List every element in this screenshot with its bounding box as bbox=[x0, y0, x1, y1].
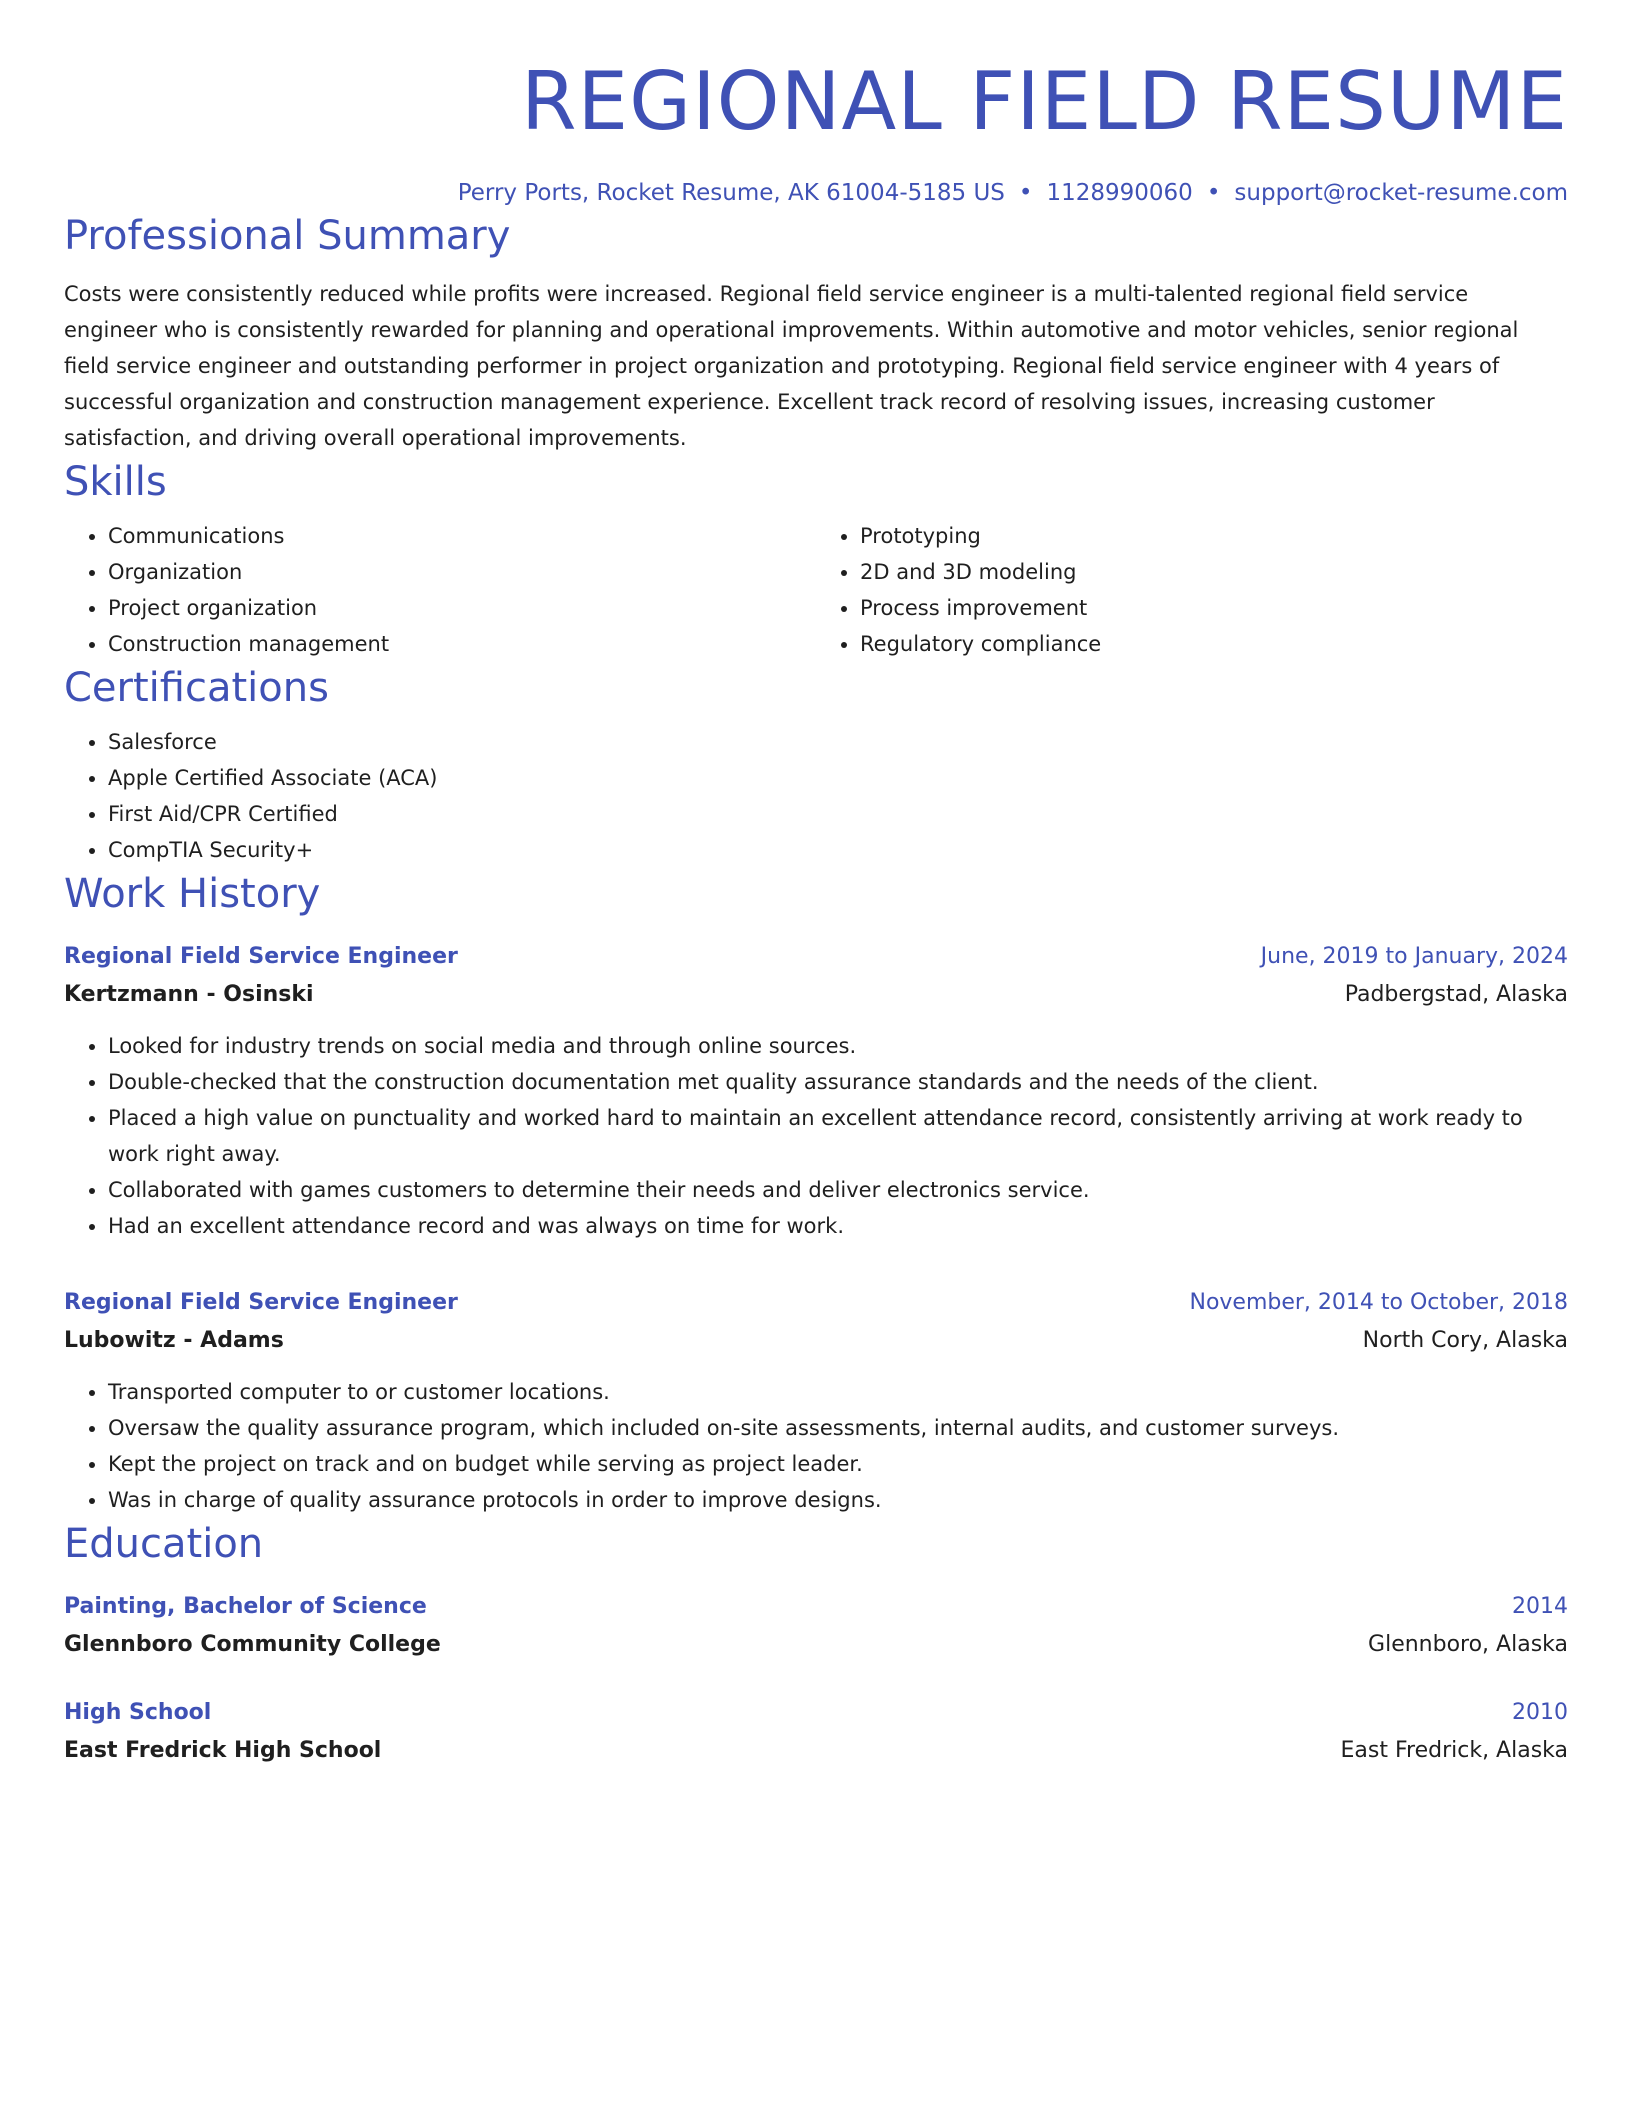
skills-columns bbox=[64, 518, 1568, 662]
job-bullet: • Transported computer to or customer locations. bbox=[108, 1374, 1568, 1410]
skill-item: • Communications bbox=[108, 518, 816, 554]
education-degree: High School bbox=[64, 1700, 212, 1725]
skill-item: • Organization bbox=[108, 554, 816, 590]
job-bullet: • Had an excellent attendance record and was always on time for work. bbox=[108, 1208, 1568, 1244]
education-header-row bbox=[64, 1588, 1568, 1626]
job-role: Regional Field Service Engineer bbox=[64, 1290, 458, 1315]
education-school-row bbox=[64, 1732, 1568, 1770]
education-location: East Fredrick, Alaska bbox=[1340, 1738, 1568, 1763]
job-bullet: • Collaborated with games customers to determine their needs and deliver electronics service. bbox=[108, 1172, 1568, 1208]
job-location: Padbergstad, Alaska bbox=[1344, 982, 1568, 1007]
skill-item: • Prototyping bbox=[860, 518, 1568, 554]
job-entry bbox=[64, 1284, 1568, 1518]
job-company: Kertzmann - Osinski bbox=[64, 982, 314, 1007]
certifications-list bbox=[64, 724, 1568, 868]
skills-heading: Skills bbox=[64, 459, 167, 505]
job-role: Regional Field Service Engineer bbox=[64, 944, 458, 969]
summary-text: Costs were consistently reduced while profits were increased. Regional field service engineer is a multi-talented regional field service engineer who is consistently rewarded for planning and operational improvements. Within automotive and motor vehicles, senior regional field service engineer and outstanding performer in project organization and prototyping. Regional field service engineer with 4 years of successful organization and construction management experience. Excellent track record of resolving issues, increasing customer satisfaction, and driving overall operational improvements. bbox=[64, 282, 1519, 450]
contact-separator: • bbox=[1018, 180, 1033, 206]
job-company-row bbox=[64, 976, 1568, 1014]
job-bullets bbox=[64, 1028, 1568, 1244]
job-header-row bbox=[64, 1284, 1568, 1322]
job-bullet: • Looked for industry trends on social media and through online sources. bbox=[108, 1028, 1568, 1064]
education-school-row bbox=[64, 1626, 1568, 1664]
skill-item: • Regulatory compliance bbox=[860, 626, 1568, 662]
job-location: North Cory, Alaska bbox=[1362, 1328, 1568, 1353]
education-header-row bbox=[64, 1694, 1568, 1732]
summary-heading: Professional Summary bbox=[64, 213, 511, 259]
education-year: 2014 bbox=[1512, 1594, 1568, 1619]
certification-item: • CompTIA Security+ bbox=[108, 832, 1568, 868]
skill-item: • Construction management bbox=[108, 626, 816, 662]
job-company-row bbox=[64, 1322, 1568, 1360]
education-year: 2010 bbox=[1512, 1700, 1568, 1725]
resume-header bbox=[64, 0, 1568, 210]
contact-email[interactable]: support@rocket-resume.com bbox=[1234, 180, 1568, 206]
job-bullet: • Double-checked that the construction documentation met quality assurance standards and the needs of the client. bbox=[108, 1064, 1568, 1100]
certification-item: • Salesforce bbox=[108, 724, 1568, 760]
education-heading: Education bbox=[64, 1521, 264, 1567]
skill-item: • 2D and 3D modeling bbox=[860, 554, 1568, 590]
job-header-row bbox=[64, 938, 1568, 976]
job-bullet: • Was in charge of quality assurance protocols in order to improve designs. bbox=[108, 1482, 1568, 1518]
education-school: Glennboro Community College bbox=[64, 1632, 441, 1657]
education-school: East Fredrick High School bbox=[64, 1738, 382, 1763]
work-history-heading: Work History bbox=[64, 871, 321, 917]
job-dates: November, 2014 to October, 2018 bbox=[1189, 1290, 1568, 1315]
contact-line bbox=[64, 176, 1568, 210]
job-entry bbox=[64, 938, 1568, 1244]
skill-item: • Project organization bbox=[108, 590, 816, 626]
contact-phone[interactable]: 1128990060 bbox=[1046, 180, 1193, 206]
skills-list-right bbox=[816, 518, 1568, 662]
education-entry bbox=[64, 1694, 1568, 1770]
job-bullets bbox=[64, 1374, 1568, 1518]
job-bullet: • Oversaw the quality assurance program, which included on-site assessments, internal audits, and customer surveys. bbox=[108, 1410, 1568, 1446]
job-company: Lubowitz - Adams bbox=[64, 1328, 284, 1353]
skill-item: • Process improvement bbox=[860, 590, 1568, 626]
job-bullet: • Placed a high value on punctuality and worked hard to maintain an excellent attendance record, consistently arriving at work ready to work right away. bbox=[108, 1100, 1568, 1172]
certifications-heading: Certifications bbox=[64, 665, 329, 711]
contact-address: Perry Ports, Rocket Resume, AK 61004-5185 US bbox=[457, 180, 1005, 206]
education-location: Glennboro, Alaska bbox=[1368, 1632, 1568, 1657]
resume-title: REGIONAL FIELD RESUME bbox=[520, 55, 1568, 148]
certification-item: • Apple Certified Associate (ACA) bbox=[108, 760, 1568, 796]
certification-item: • First Aid/CPR Certified bbox=[108, 796, 1568, 832]
education-degree: Painting, Bachelor of Science bbox=[64, 1594, 427, 1619]
skills-list-left bbox=[64, 518, 816, 662]
education-entry bbox=[64, 1588, 1568, 1664]
contact-separator: • bbox=[1206, 180, 1221, 206]
job-bullet: • Kept the project on track and on budget while serving as project leader. bbox=[108, 1446, 1568, 1482]
job-dates: June, 2019 to January, 2024 bbox=[1260, 944, 1568, 969]
